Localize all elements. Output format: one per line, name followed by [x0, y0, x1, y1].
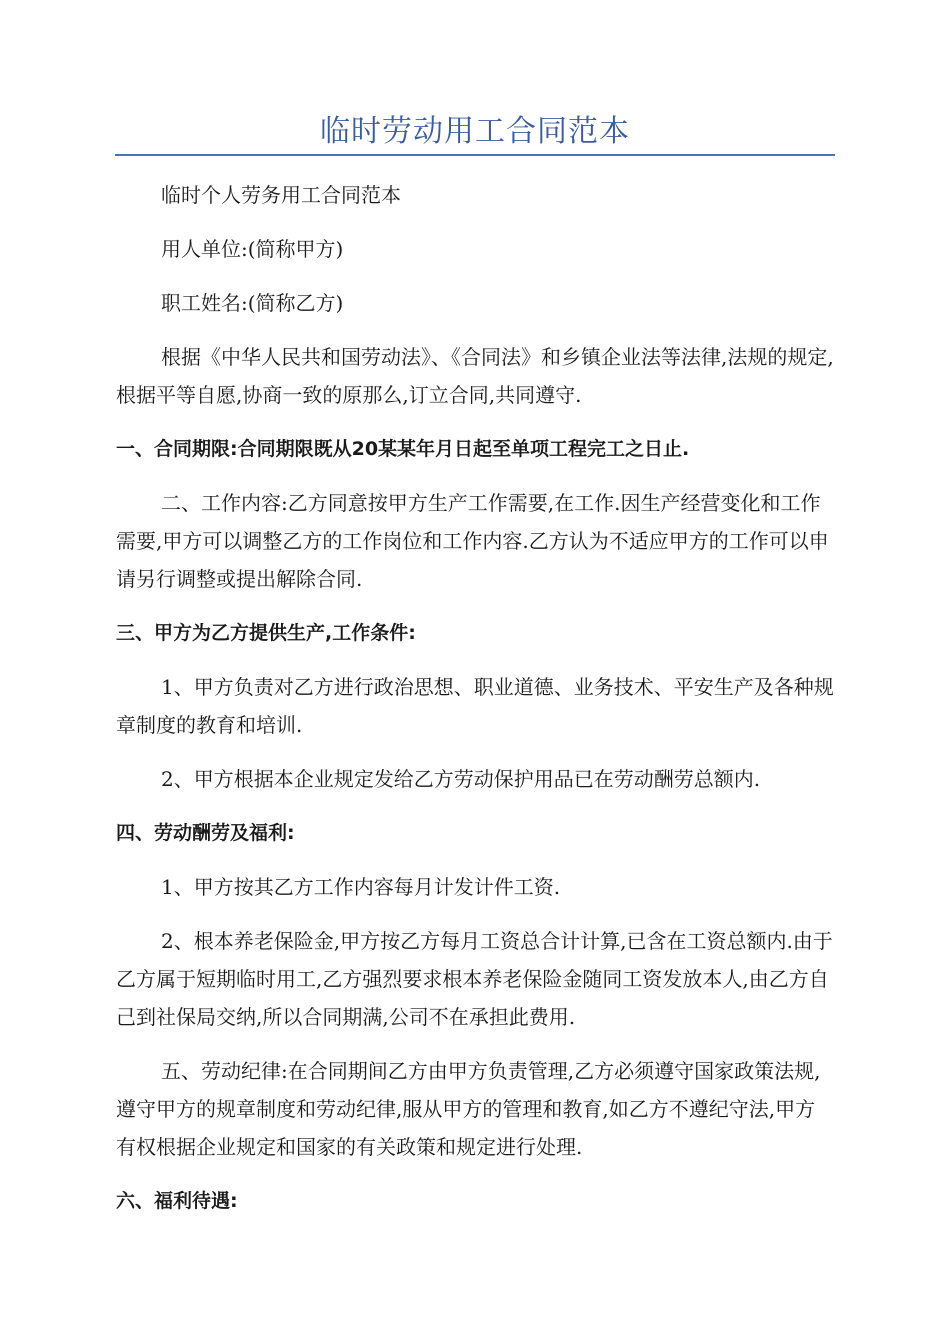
- paragraph-work-content: 二、工作内容:乙方同意按甲方生产工作需要,在工作.因生产经营变化和工作需要,甲方可以调整乙方的工作岗位和工作内容.乙方认为不适应甲方的工作可以申请另行调整或提出解除合同.: [116, 491, 829, 591]
- paragraph-employer: 用人单位:(简称甲方): [161, 237, 344, 261]
- heading-contract-term: 一、合同期限:合同期限既从20某某年月日起至单项工程完工之日止.: [116, 438, 690, 460]
- paragraph-subtitle: 临时个人劳务用工合同范本: [161, 183, 401, 207]
- document-body: [116, 176, 834, 1236]
- document-title: 临时劳动用工合同范本: [320, 114, 630, 149]
- heading-work-conditions: 三、甲方为乙方提供生产,工作条件:: [116, 622, 416, 644]
- paragraph-preamble: 根据《中华人民共和国劳动法》、《合同法》和乡镇企业法等法律,法规的规定,根据平等自愿,协商一致的原那么,订立合同,共同遵守.: [116, 345, 834, 407]
- paragraph-training: 1、甲方负责对乙方进行政治思想、职业道德、业务技术、平安生产及各种规章制度的教育和培训.: [116, 675, 834, 737]
- paragraph-protective-gear: 2、甲方根据本企业规定发给乙方劳动保护用品已在劳动酬劳总额内.: [161, 767, 761, 791]
- paragraph-discipline: 五、劳动纪律:在合同期间乙方由甲方负责管理,乙方必须遵守国家政策法规,遵守甲方的规章制度和劳动纪律,服从甲方的管理和教育,如乙方不遵纪守法,甲方有权根据企业规定和国家的有关政策和规定进行处理.: [116, 1059, 821, 1159]
- heading-welfare: 六、福利待遇:: [116, 1190, 238, 1212]
- paragraph-piece-wage: 1、甲方按其乙方工作内容每月计发计件工资.: [161, 875, 561, 899]
- title-underline: [115, 154, 835, 156]
- paragraph-employee: 职工姓名:(简称乙方): [161, 291, 344, 315]
- paragraph-pension: 2、根本养老保险金,甲方按乙方每月工资总合计计算,已含在工资总额内.由于乙方属于短期临时用工,乙方强烈要求根本养老保险金随同工资发放本人,由乙方自己到社保局交纳,所以合同期满,公司不在承担此费用.: [116, 929, 833, 1029]
- heading-remuneration: 四、劳动酬劳及福利:: [116, 822, 295, 844]
